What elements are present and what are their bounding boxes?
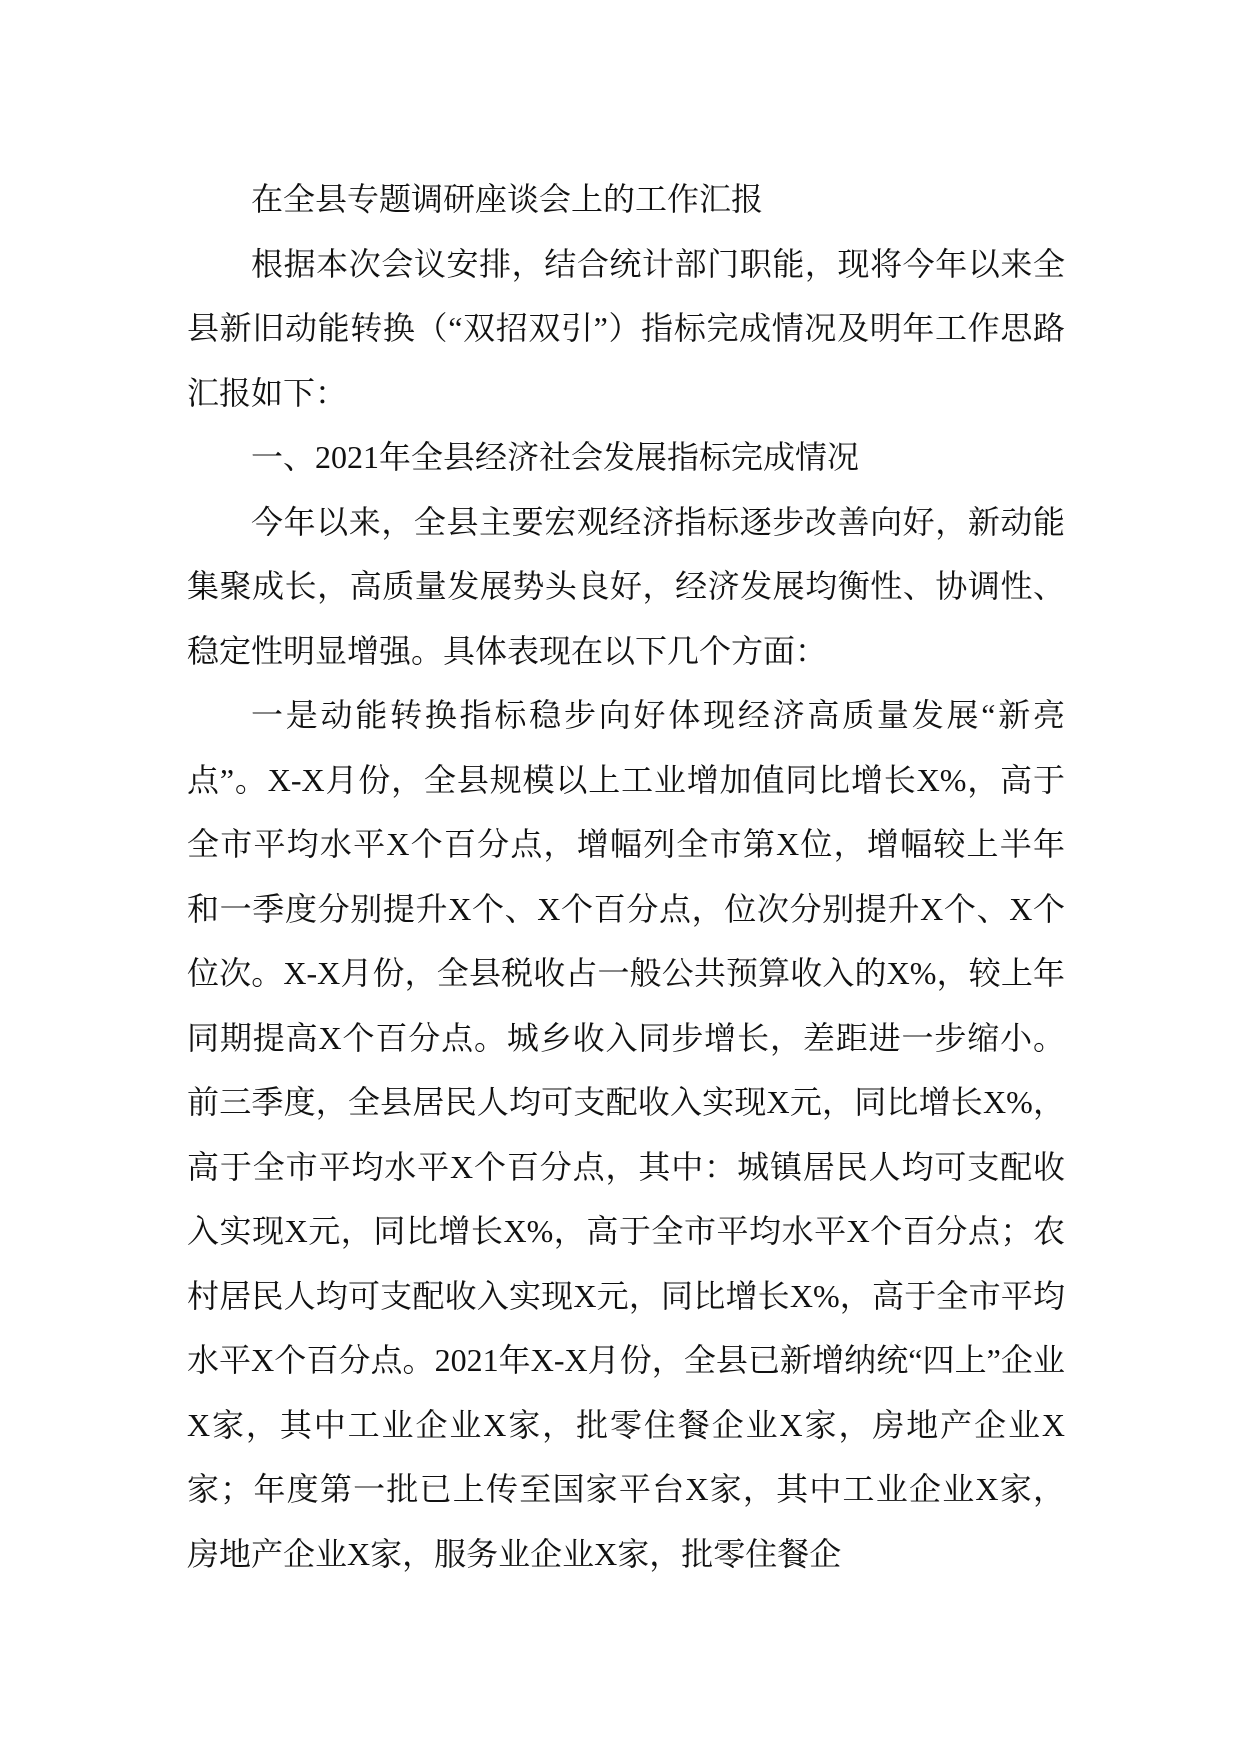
paragraph-overview: 今年以来，全县主要宏观经济指标逐步改善向好，新动能集聚成长，高质量发展势头良好，经济发展均衡性、协调性、稳定性明显增强。具体表现在以下几个方面： bbox=[187, 503, 1065, 669]
document-title: 在全县专题调研座谈会上的工作汇报 bbox=[251, 181, 764, 217]
paragraph-details: 一是动能转换指标稳步向好体现经济高质量发展“新亮点”。X-X月份，全县规模以上工业增加值同比增长X%，高于全市平均水平X个百分点，增幅列全市第X位，增幅较上半年和一季度分别提升X个、X个百分点，位次分别提升X个、X个位次。X-X月份，全县税收占一般公共预算收入的X%，较上年同期提高X个百分点。城乡收入同步增长，差距进一步缩小。前三季度，全县居民人均可支配收入实现X元，同比增长X%，高于全市平均水平X个百分点，其中：城镇居民人均可支配收入实现X元，同比增长X%，高于全市平均水平X个百分点；农村居民人均可支配收入实现X元，同比增长X%，高于全市平均水平X个百分点。2021年X-X月份，全县已新增纳统“四上”企业X家，其中工业企业X家，批零住餐企业X家，房地产企业X家；年度第一批已上传至国家平台X家，其中工业企业X家，房地产企业X家，服务业企业X家，批零住餐企 bbox=[187, 697, 1065, 1572]
section-heading: 一、2021年全县经济社会发展指标完成情况 bbox=[251, 439, 860, 475]
document-body bbox=[187, 167, 1065, 1586]
paragraph-intro: 根据本次会议安排，结合统计部门职能，现将今年以来全县新旧动能转换（“双招双引”）指标完成情况及明年工作思路汇报如下： bbox=[187, 245, 1065, 411]
